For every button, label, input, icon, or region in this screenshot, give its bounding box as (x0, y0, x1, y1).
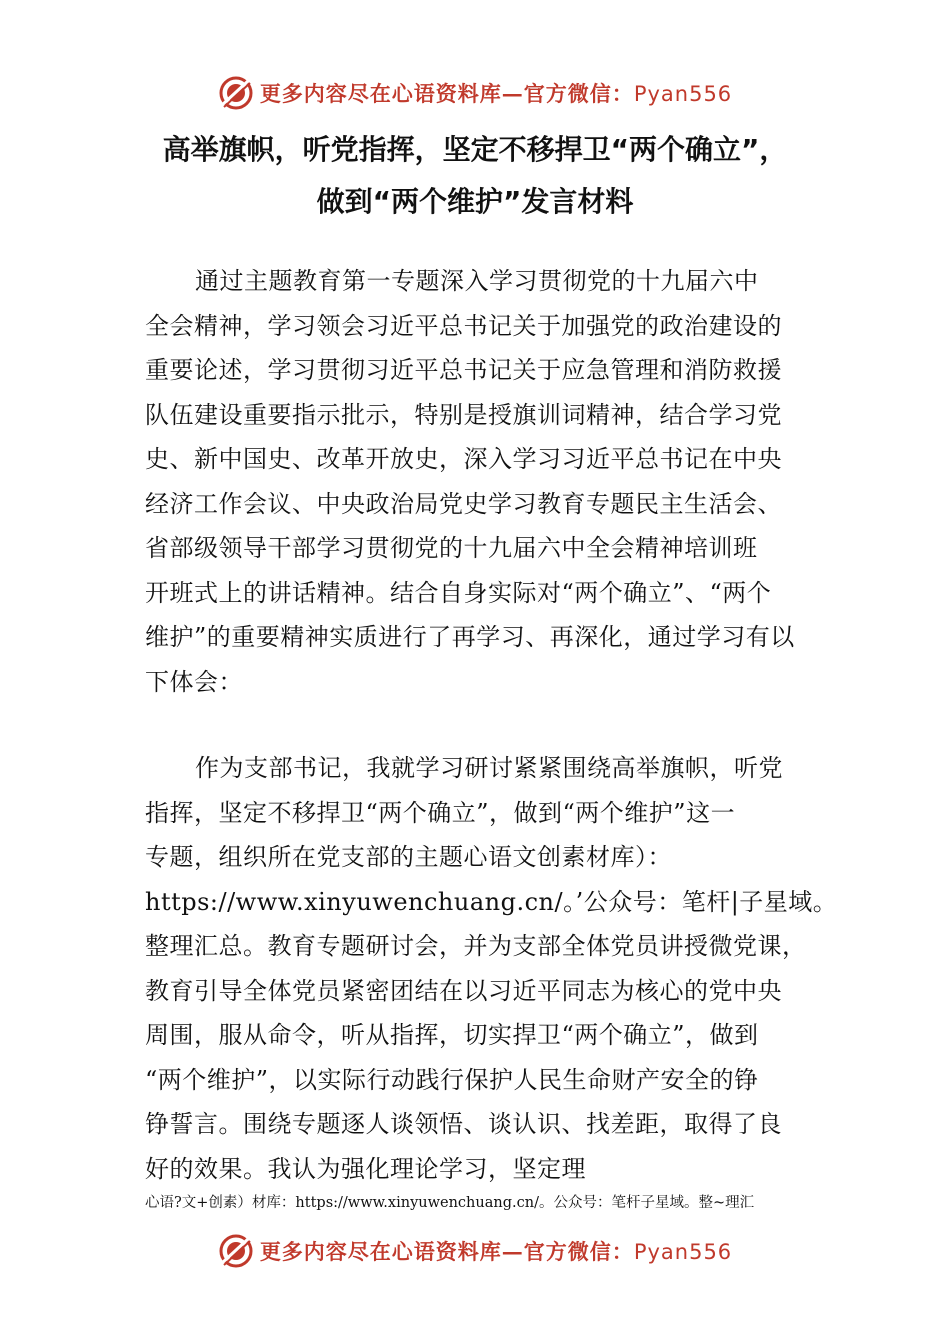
header-banner (0, 71, 950, 115)
text-line: 经济工作会议、中央政治局党史学习教育专题民主生活会、 (145, 489, 782, 518)
text-line: 好的效果。我认为强化理论学习，坚定理 (145, 1154, 586, 1183)
text-line: “两个维护”，以实际行动践行保护人民生命财产安全的铮 (145, 1065, 759, 1094)
text-line: 下体会： (145, 667, 243, 696)
banner-text: 更多内容尽在心语资料库—官方微信：Pyan556 (259, 81, 733, 106)
text-line: 开班式上的讲话精神。结合自身实际对“两个确立”、“两个 (145, 578, 772, 607)
text-line: 周围，服从命令，听从指挥，切实捍卫“两个确立”，做到 (145, 1021, 759, 1049)
text-line: 通过主题教育第一专题深入学习贯彻党的十九届六中 (195, 267, 759, 295)
document-title-line-2: 做到“两个维护”发言材料 (316, 185, 634, 218)
text-line: 史、新中国史、改革开放史，深入学习习近平总书记在中央 (145, 445, 782, 473)
text-line: 专题，组织所在党支部的主题心语文创素材库）： (145, 843, 672, 871)
wechat-id: Pyan556 (633, 82, 733, 106)
footer-banner (0, 1229, 950, 1273)
text-line: 全会精神，学习领会习近平总书记关于加强党的政治建设的 (145, 311, 782, 340)
text-line: 教育引导全体党员紧密团结在以习近平同志为核心的党中央 (145, 976, 782, 1005)
text-line: 队伍建设重要指示批示，特别是授旗训词精神，结合学习党 (145, 400, 782, 429)
paragraph-1 (145, 259, 825, 704)
text-line: 铮誓言。围绕专题逐人谈领悟、谈认识、找差距，取得了良 (145, 1110, 782, 1138)
text-line: 整理汇总。教育专题研讨会，并为支部全体党员讲授微党课， (145, 932, 807, 960)
text-line: 指挥，坚定不移捍卫“两个确立”，做到“两个维护”这一 (145, 798, 736, 827)
text-line: 维护”的重要精神实质进行了再学习、再深化，通过学习有以 (145, 623, 795, 651)
text-line: 重要论述，学习贯彻习近平总书记关于应急管理和消防救援 (145, 356, 782, 384)
text-line-url: https://www.xinyuwenchuang.cn/。’公众号：笔杆|子星域。 (145, 887, 838, 916)
banner-text: 更多内容尽在心语资料库—官方微信：Pyan556 (259, 1239, 733, 1264)
text-line: 作为支部书记，我就学习研讨紧紧围绕高举旗帜，听党 (195, 754, 783, 782)
text-line: 省部级领导干部学习贯彻党的十九届六中全会精神培训班 (145, 534, 758, 562)
brand-logo-icon (218, 1233, 254, 1269)
wechat-id: Pyan556 (633, 1240, 733, 1264)
footer-note: 心语?文+创素）材库：https://www.xinyuwenchuang.cn/。公众号：笔杆子星域。整~理汇 (145, 1195, 755, 1211)
document-title-line-1: 高举旗帜，听党指挥，坚定不移捍卫“两个确立”， (162, 133, 788, 166)
brand-logo-icon (218, 75, 254, 111)
paragraph-2 (145, 746, 838, 1191)
